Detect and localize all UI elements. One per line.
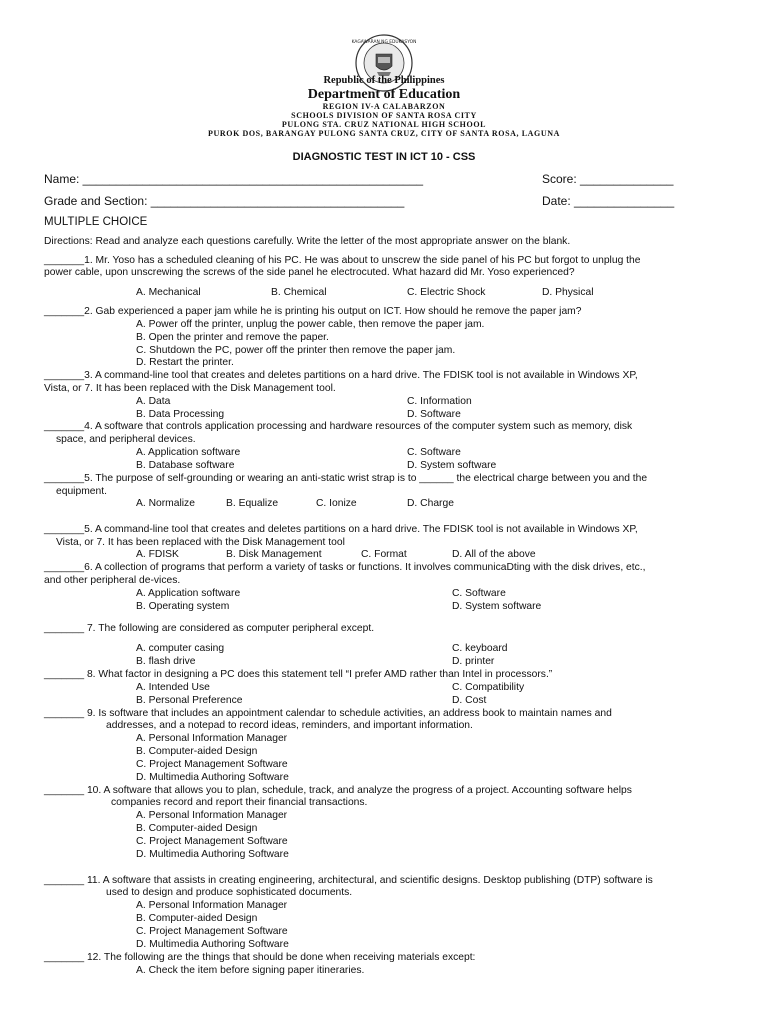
question-10-line-2: companies record and report their financial transactions. — [111, 797, 368, 808]
option-a[interactable]: A. Intended Use — [136, 682, 210, 693]
option-d[interactable]: D. System software — [407, 460, 497, 471]
header-department: Department of Education — [307, 87, 461, 102]
option-a[interactable]: A. Personal Information Manager — [136, 810, 288, 821]
option-a[interactable]: A. Application software — [136, 588, 241, 599]
option-a[interactable]: A. Mechanical — [136, 287, 201, 298]
option-a[interactable]: A. Application software — [136, 447, 241, 458]
option-c[interactable]: C. Ionize — [316, 498, 357, 509]
question-5-line-1: _______5. The purpose of self-grounding or wearing an anti-static wrist strap is to ______ the electrical charge between you and the — [44, 473, 648, 484]
option-b[interactable]: B. Equalize — [226, 498, 279, 509]
section-heading: MULTIPLE CHOICE — [44, 216, 148, 228]
option-a[interactable]: A. Personal Information Manager — [136, 900, 288, 911]
grade-section-field[interactable]: Grade and Section: ______________________________________ — [44, 194, 405, 208]
option-d[interactable]: D. Cost — [452, 695, 487, 706]
question-6-line-1: _______6. A collection of programs that perform a variety of tasks or functions. It involves communicaDting with the disk drives, etc., — [44, 562, 646, 573]
question-11-line-2: used to design and produce sophisticated documents. — [106, 887, 353, 898]
header-region: REGION IV-A CALABARZON — [322, 102, 446, 111]
option-a[interactable]: A. computer casing — [136, 643, 225, 654]
option-a[interactable]: A. Normalize — [136, 498, 195, 509]
question-5-line-2: equipment. — [56, 486, 107, 497]
question-6-line-2: and other peripheral de-vices. — [44, 575, 181, 586]
option-b[interactable]: B. flash drive — [136, 656, 196, 667]
option-b[interactable]: B. Computer-aided Design — [136, 913, 258, 924]
header-school: PULONG STA. CRUZ NATIONAL HIGH SCHOOL — [281, 120, 487, 129]
seal-text: KAGAWARAN NG EDUKASYON — [351, 40, 417, 45]
option-d[interactable]: D. Multimedia Authoring Software — [136, 849, 289, 860]
header-address: PUROK DOS, BARANGAY PULONG SANTA CRUZ, CITY OF SANTA ROSA, LAGUNA — [208, 129, 560, 138]
question-9-line-2: addresses, and a notepad to record ideas, reminders, and important information. — [106, 720, 473, 731]
question-5b-line-1: _______5. A command-line tool that creates and deletes partitions on a hard drive. The FDISK tool is not available in Windows XP, — [44, 524, 638, 535]
question-12-line-1: _______ 12. The following are the things that should be done when receiving materials except: — [44, 952, 476, 963]
score-field[interactable]: Score: ______________ — [542, 172, 674, 186]
option-c[interactable]: C. Software — [452, 588, 506, 599]
option-c[interactable]: C. Project Management Software — [136, 759, 288, 770]
question-4-line-1: _______4. A software that controls application processing and hardware resources of the computer system such as memory, disk — [44, 421, 633, 432]
option-b[interactable]: B. Open the printer and remove the paper. — [136, 332, 329, 343]
question-1-line-2: power cable, upon unscrewing the screws of the side panel he electrocuted. What hazard did Mr. Yoso experienced? — [44, 267, 575, 278]
option-d[interactable]: D. Software — [407, 409, 461, 420]
question-8-line-1: _______ 8. What factor in designing a PC does this statement tell “I prefer AMD rather than Intel in processors.” — [44, 669, 553, 680]
option-d[interactable]: D. Physical — [542, 287, 594, 298]
option-b[interactable]: B. Computer-aided Design — [136, 823, 258, 834]
option-c[interactable]: C. Shutdown the PC, power off the printer then remove the paper jam. — [136, 345, 456, 356]
option-b[interactable]: B. Data Processing — [136, 409, 225, 420]
question-2-line-1: _______2. Gab experienced a paper jam while he is printing his output on ICT. How should he remove the paper jam? — [44, 306, 582, 317]
option-d[interactable]: D. System software — [452, 601, 542, 612]
question-10-line-1: _______ 10. A software that allows you to plan, schedule, track, and analyze the progress of a project. Accounting software helps — [44, 785, 632, 796]
option-a[interactable]: A. Power off the printer, unplug the power cable, then remove the paper jam. — [136, 319, 485, 330]
option-c[interactable]: C. Electric Shock — [407, 287, 486, 298]
option-a[interactable]: A. Check the item before signing paper itineraries. — [136, 965, 365, 976]
date-field[interactable]: Date: _______________ — [542, 194, 675, 208]
option-a[interactable]: A. Data — [136, 396, 171, 407]
test-title: DIAGNOSTIC TEST IN ICT 10 - CSS — [292, 151, 476, 163]
option-d[interactable]: D. Charge — [407, 498, 454, 509]
header-division: SCHOOLS DIVISION OF SANTA ROSA CITY — [291, 111, 477, 120]
option-d[interactable]: D. Multimedia Authoring Software — [136, 772, 289, 783]
option-b[interactable]: B. Operating system — [136, 601, 230, 612]
option-d[interactable]: D. Restart the printer. — [136, 357, 234, 368]
question-4-line-2: space, and peripheral devices. — [56, 434, 196, 445]
option-d[interactable]: D. All of the above — [452, 549, 536, 560]
option-a[interactable]: A. FDISK — [136, 549, 179, 560]
question-3-line-1: _______3. A command-line tool that creates and deletes partitions on a hard drive. The FDISK tool is not available in Windows XP, — [44, 370, 638, 381]
header-republic: Republic of the Philippines — [323, 75, 445, 86]
option-c[interactable]: C. Information — [407, 396, 472, 407]
option-c[interactable]: C. Project Management Software — [136, 836, 288, 847]
option-b[interactable]: B. Database software — [136, 460, 235, 471]
question-9-line-1: _______ 9. Is software that includes an appointment calendar to schedule activities, an address book to maintain names and — [44, 708, 612, 719]
option-b[interactable]: B. Personal Preference — [136, 695, 243, 706]
option-c[interactable]: C. Compatibility — [452, 682, 525, 693]
option-a[interactable]: A. Personal Information Manager — [136, 733, 288, 744]
option-b[interactable]: B. Disk Management — [226, 549, 322, 560]
option-c[interactable]: C. Project Management Software — [136, 926, 288, 937]
option-d[interactable]: D. printer — [452, 656, 495, 667]
option-c[interactable]: C. Software — [407, 447, 461, 458]
option-c[interactable]: C. Format — [361, 549, 407, 560]
option-c[interactable]: C. keyboard — [452, 643, 508, 654]
directions: Directions: Read and analyze each questions carefully. Write the letter of the most appropriate answer on the blank. — [44, 236, 571, 247]
question-5b-line-2: Vista, or 7. It has been replaced with the Disk Management tool — [56, 537, 345, 548]
question-3-line-2: Vista, or 7. It has been replaced with the Disk Management tool. — [44, 383, 336, 394]
option-d[interactable]: D. Multimedia Authoring Software — [136, 939, 289, 950]
question-1-line-1: _______1. Mr. Yoso has a scheduled cleaning of his PC. He was about to unscrew the side panel of his PC but forgot to unplug the — [44, 255, 641, 266]
option-b[interactable]: B. Computer-aided Design — [136, 746, 258, 757]
name-field[interactable]: Name: ___________________________________________________ — [44, 172, 424, 186]
question-11-line-1: _______ 11. A software that assists in creating engineering, architectural, and scientific designs. Desktop publishing (DTP) software is — [44, 875, 653, 886]
option-b[interactable]: B. Chemical — [271, 287, 327, 298]
question-7-line-1: _______ 7. The following are considered as computer peripheral except. — [44, 623, 375, 634]
